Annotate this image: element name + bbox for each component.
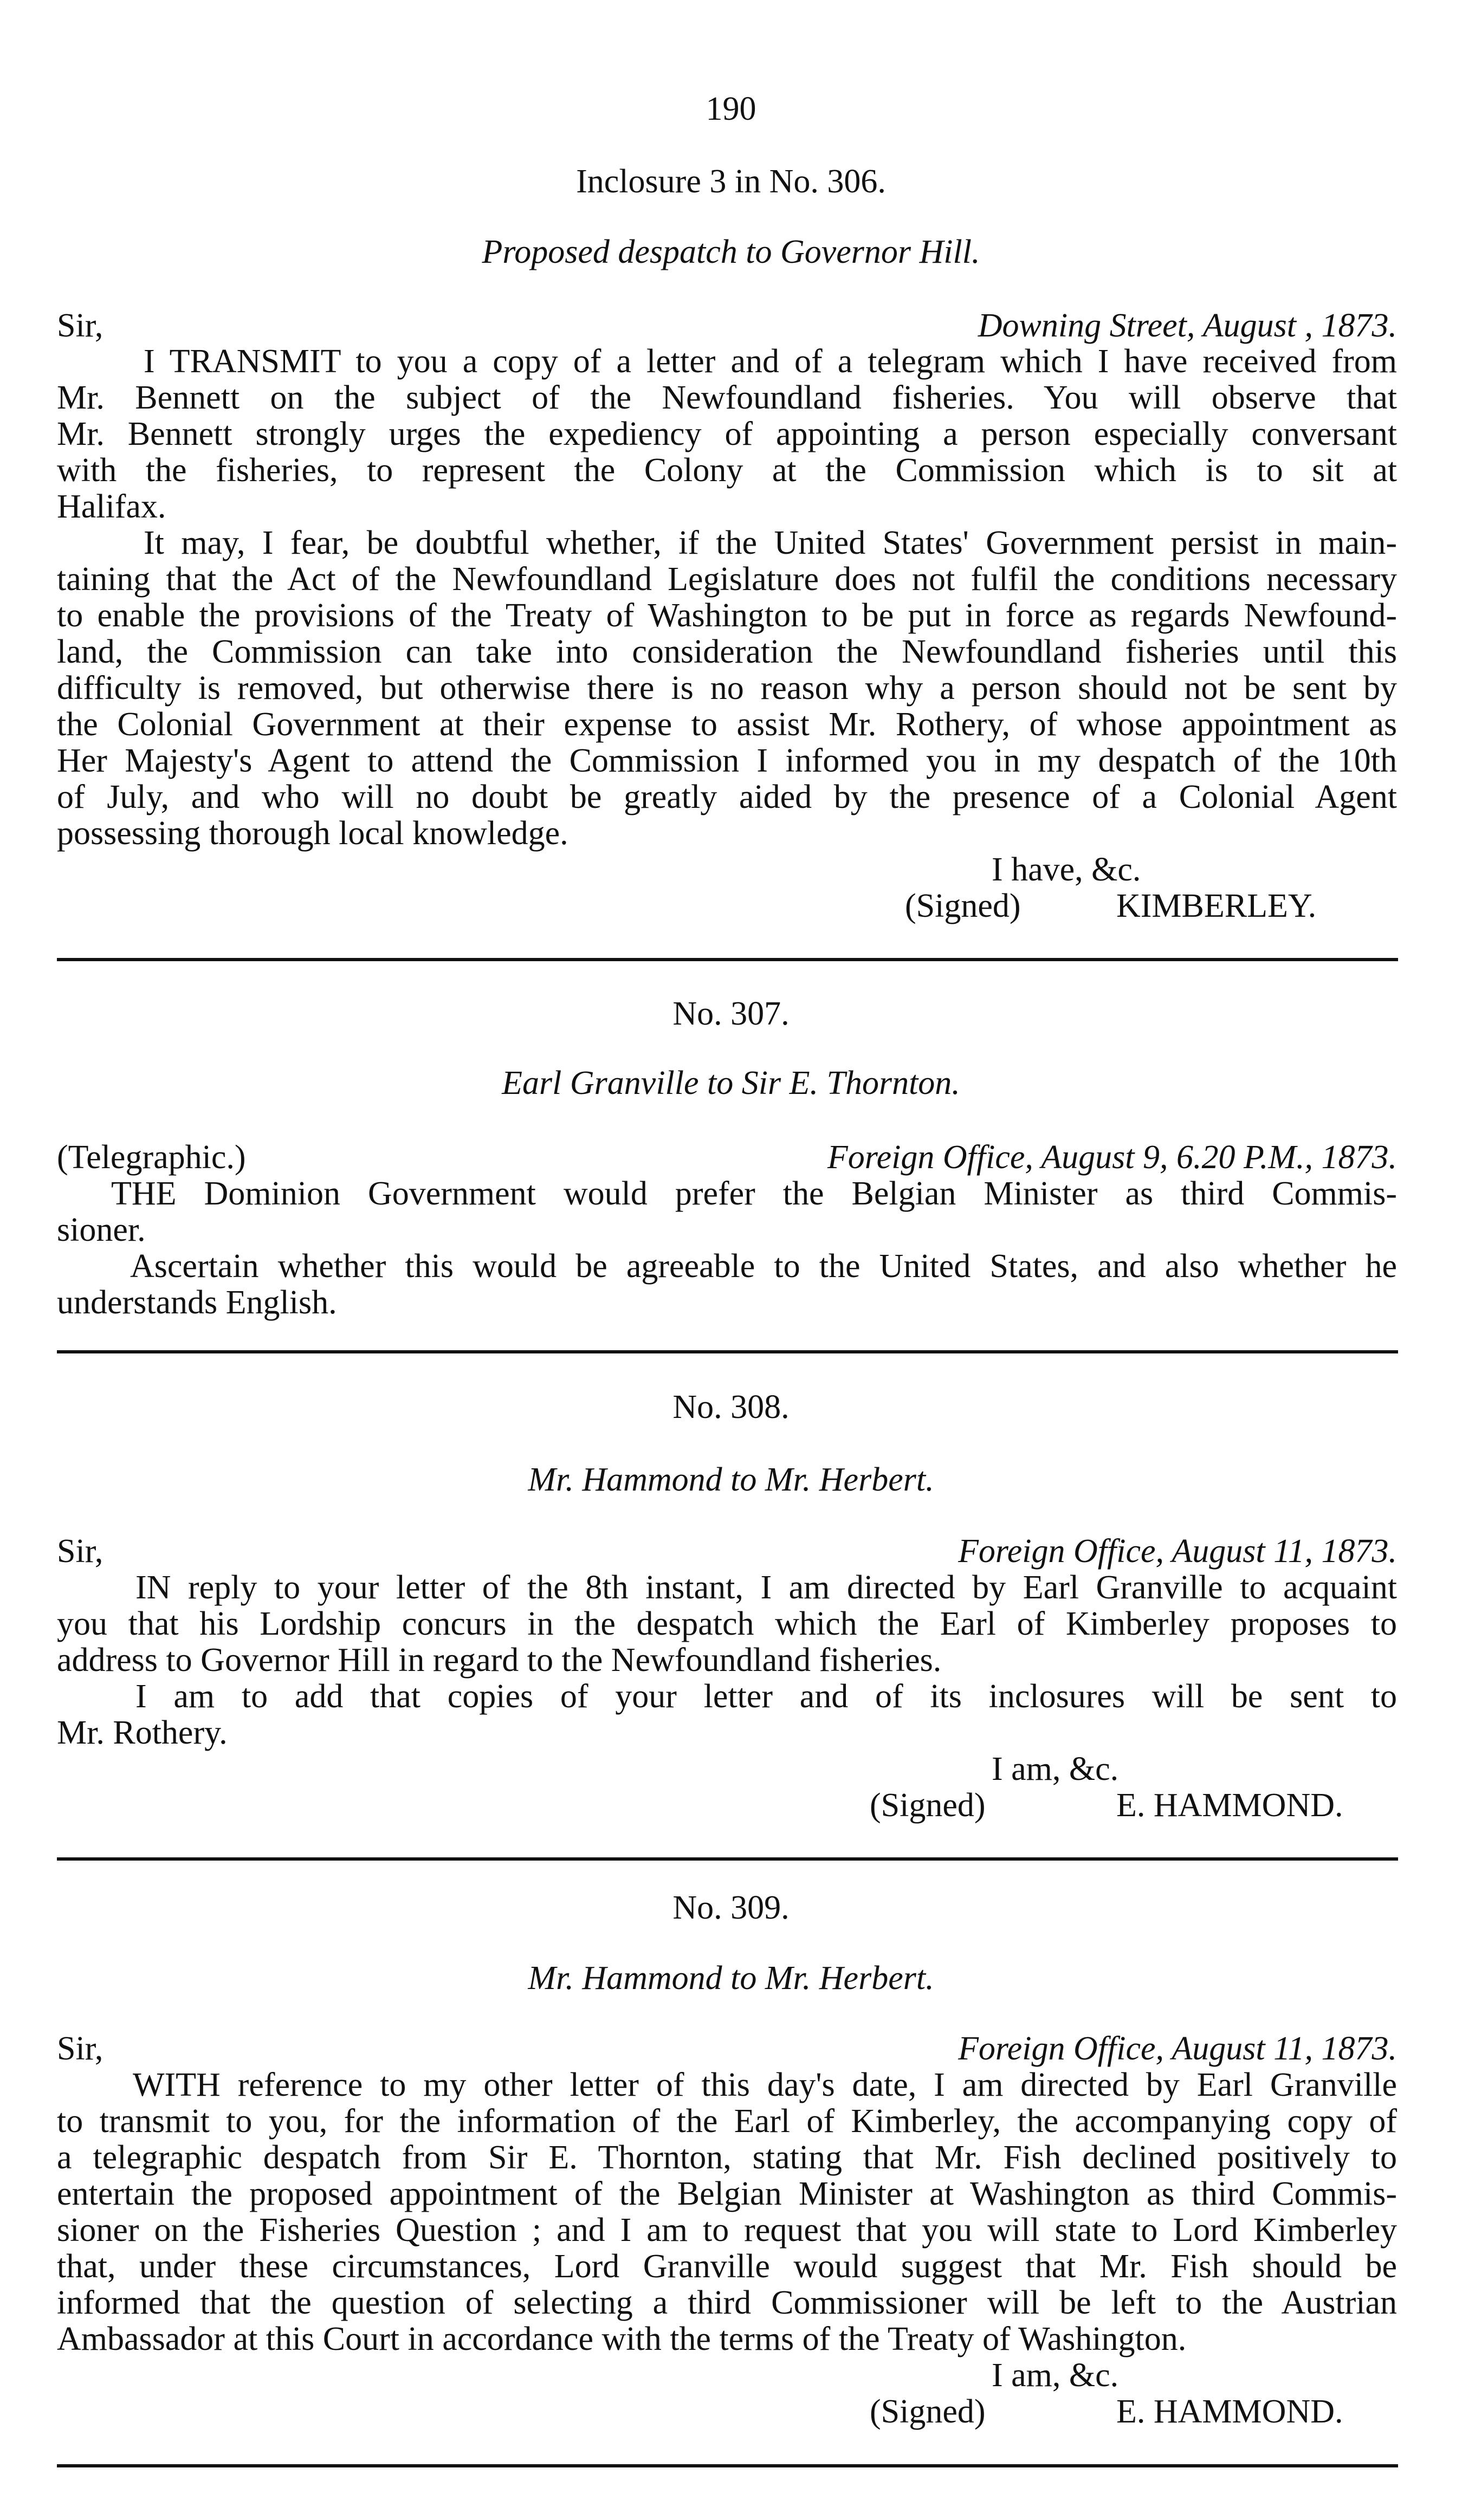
dateline: Foreign Office, August 11, 1873. bbox=[958, 2030, 1397, 2067]
text-line: Ascertain whether this would be agreeable to the United States, and also whether he bbox=[130, 1248, 1397, 1285]
closing: I have, &c. bbox=[992, 851, 1141, 888]
text-line: with the fisheries, to represent the Colony at the Commission which is to sit at bbox=[57, 452, 1397, 489]
section-divider bbox=[57, 1350, 1398, 1353]
text-line: Mr. Bennett on the subject of the Newfoundland fisheries. You will observe that bbox=[57, 379, 1397, 416]
text-line: Halifax. bbox=[57, 488, 166, 525]
text-line: Mr. Bennett strongly urges the expediency of appointing a person especially conversant bbox=[57, 416, 1397, 452]
text-line: WITH reference to my other letter of this day's date, I am directed by Earl Granville bbox=[133, 2066, 1397, 2103]
text-line: a telegraphic despatch from Sir E. Thornton, stating that Mr. Fish declined positively to bbox=[57, 2139, 1397, 2176]
signer: E. HAMMOND. bbox=[1116, 1787, 1343, 1824]
salutation: (Telegraphic.) bbox=[57, 1139, 246, 1176]
text-line: entertain the proposed appointment of the Belgian Minister at Washington as third Commis- bbox=[57, 2175, 1397, 2212]
section-heading: No. 307. bbox=[672, 995, 790, 1032]
text-line: Mr. Rothery. bbox=[57, 1714, 228, 1751]
section-heading: No. 309. bbox=[672, 1889, 790, 1926]
signed-label: (Signed) bbox=[870, 1787, 986, 1824]
section-divider bbox=[57, 2464, 1398, 2467]
text-line: Her Majesty's Agent to attend the Commission I informed you in my despatch of the 10th bbox=[57, 742, 1397, 779]
text-line: possessing thorough local knowledge. bbox=[57, 815, 568, 852]
text-line: to enable the provisions of the Treaty of Washington to be put in force as regards Newfound- bbox=[57, 597, 1397, 634]
dateline: Foreign Office, August 9, 6.20 P.M., 1873. bbox=[827, 1139, 1397, 1176]
text-line: of July, and who will no doubt be greatly aided by the presence of a Colonial Agent bbox=[57, 779, 1397, 815]
page-number: 190 bbox=[706, 90, 756, 127]
text-line: I TRANSMIT to you a copy of a letter and of a telegram which I have received from bbox=[144, 343, 1397, 380]
text-line: you that his Lordship concurs in the despatch which the Earl of Kimberley proposes to bbox=[57, 1605, 1397, 1642]
text-line: sioner on the Fisheries Question ; and I am to request that you will state to Lord Kimberley bbox=[57, 2212, 1397, 2249]
text-line: IN reply to your letter of the 8th instant, I am directed by Earl Granville to acquaint bbox=[135, 1569, 1397, 1606]
section-subheading: Proposed despatch to Governor Hill. bbox=[482, 234, 980, 270]
closing: I am, &c. bbox=[992, 1751, 1119, 1787]
text-line: the Colonial Government at their expense to assist Mr. Rothery, of whose appointment as bbox=[57, 706, 1397, 743]
signed-label: (Signed) bbox=[905, 887, 1021, 924]
signer: KIMBERLEY. bbox=[1116, 887, 1317, 924]
salutation: Sir, bbox=[57, 307, 103, 344]
text-line: sioner. bbox=[57, 1212, 146, 1248]
closing: I am, &c. bbox=[992, 2357, 1119, 2394]
section-subheading: Earl Granville to Sir E. Thornton. bbox=[502, 1065, 960, 1102]
section-subheading: Mr. Hammond to Mr. Herbert. bbox=[528, 1461, 934, 1498]
text-line: to transmit to you, for the information of the Earl of Kimberley, the accompanying copy of bbox=[57, 2103, 1397, 2140]
dateline: Foreign Office, August 11, 1873. bbox=[958, 1533, 1397, 1570]
text-line: Ambassador at this Court in accordance with the terms of the Treaty of Washington. bbox=[57, 2321, 1187, 2357]
text-line: It may, I fear, be doubtful whether, if the United States' Government persist in main- bbox=[144, 524, 1397, 561]
text-line: address to Governor Hill in regard to the Newfoundland fisheries. bbox=[57, 1642, 942, 1679]
text-line: I am to add that copies of your letter and of its inclosures will be sent to bbox=[135, 1678, 1397, 1715]
section-divider bbox=[57, 1857, 1398, 1861]
text-line: land, the Commission can take into consideration the Newfoundland fisheries until this bbox=[57, 633, 1397, 670]
section-heading: Inclosure 3 in No. 306. bbox=[576, 163, 886, 200]
text-line: taining that the Act of the Newfoundland Legislature does not fulfil the conditions necessary bbox=[57, 561, 1397, 598]
section-divider bbox=[57, 958, 1398, 961]
section-subheading: Mr. Hammond to Mr. Herbert. bbox=[528, 1960, 934, 1997]
text-line: that, under these circumstances, Lord Granville would suggest that Mr. Fish should be bbox=[57, 2248, 1397, 2285]
dateline: Downing Street, August , 1873. bbox=[978, 307, 1397, 344]
text-line: understands English. bbox=[57, 1284, 337, 1321]
section-heading: No. 308. bbox=[672, 1389, 790, 1426]
signed-label: (Signed) bbox=[870, 2393, 986, 2430]
text-line: THE Dominion Government would prefer the Belgian Minister as third Commis- bbox=[111, 1175, 1397, 1212]
text-line: informed that the question of selecting a third Commissioner will be left to the Austrian bbox=[57, 2284, 1397, 2321]
text-line: difficulty is removed, but otherwise there is no reason why a person should not be sent by bbox=[57, 670, 1397, 707]
signer: E. HAMMOND. bbox=[1116, 2393, 1343, 2430]
salutation: Sir, bbox=[57, 2030, 103, 2067]
salutation: Sir, bbox=[57, 1533, 103, 1570]
